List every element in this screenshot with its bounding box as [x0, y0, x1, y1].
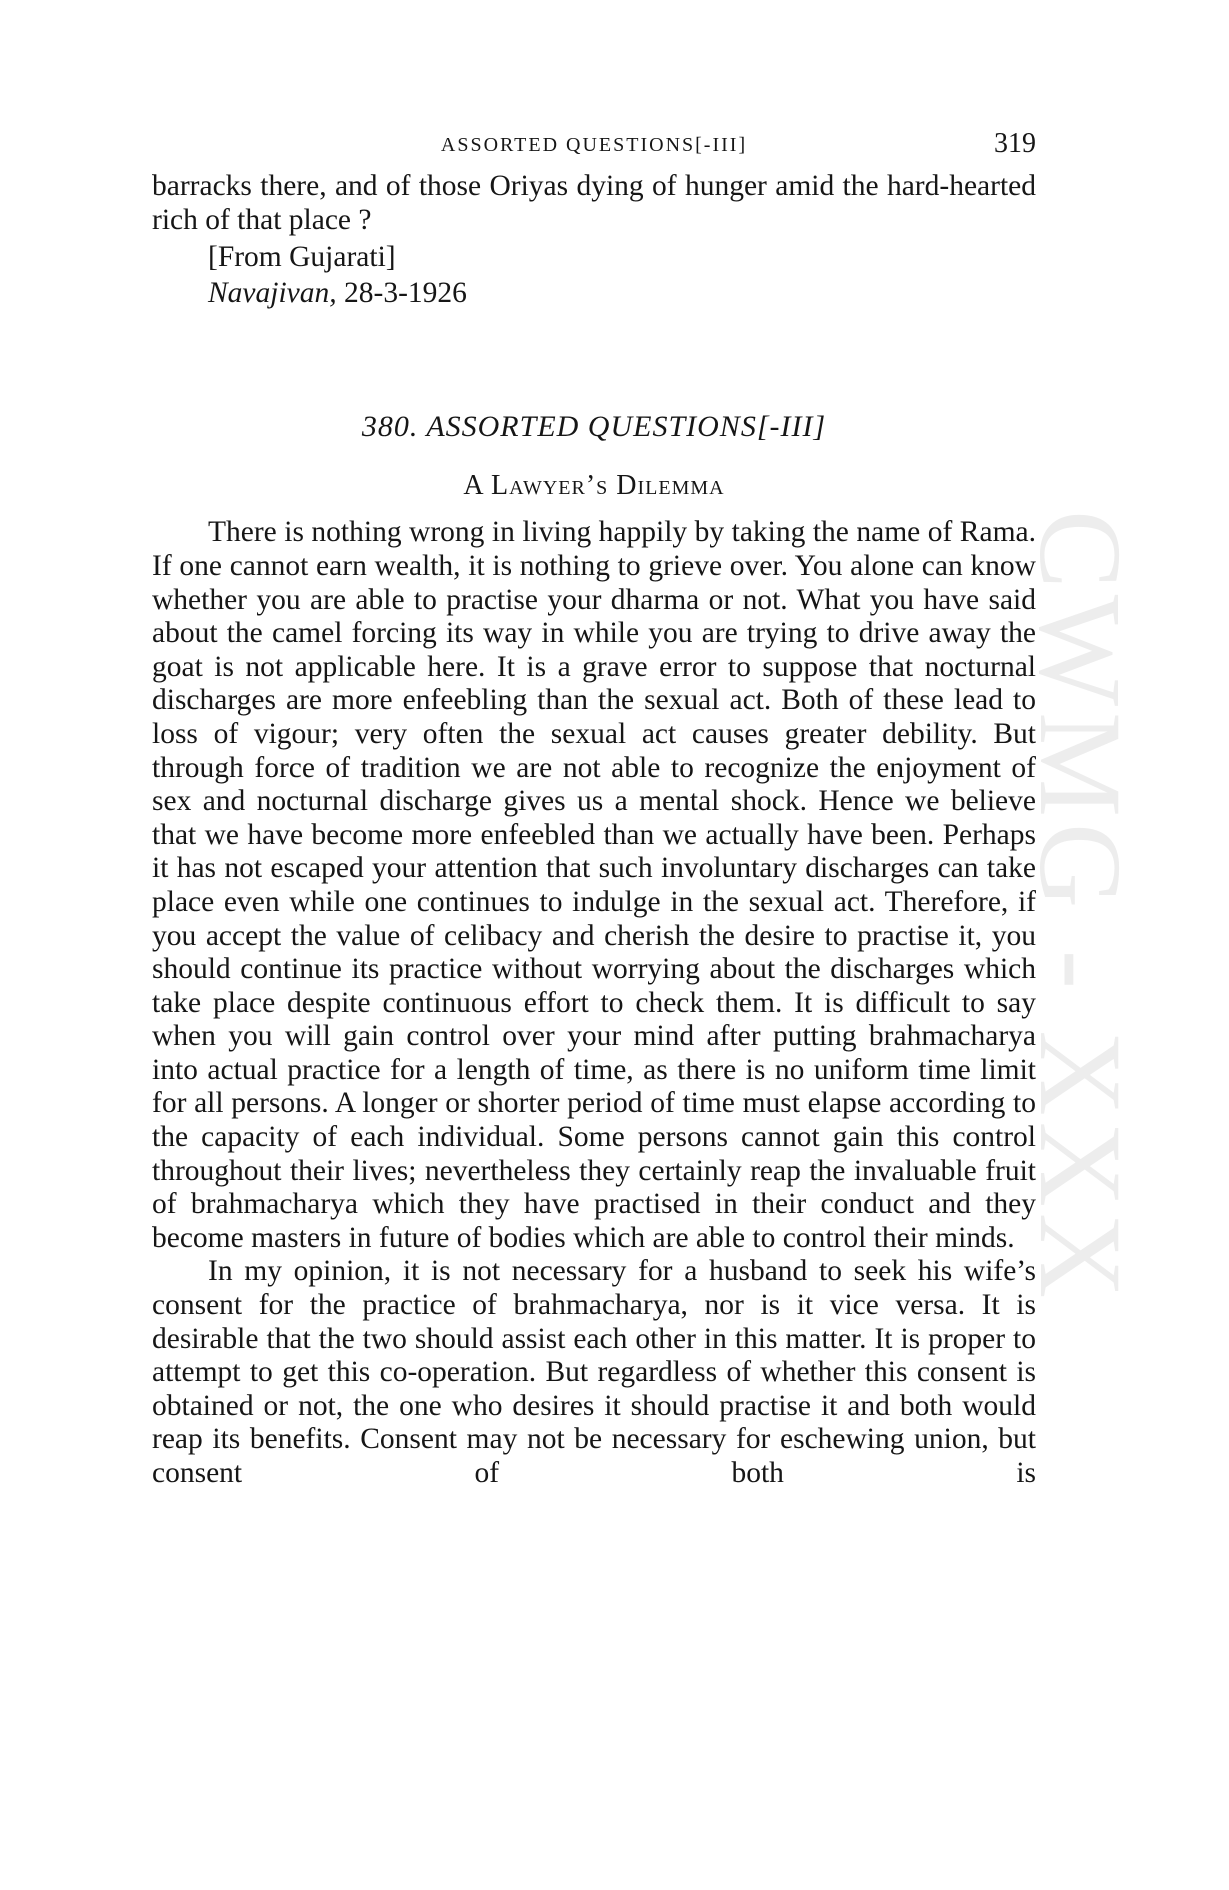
- page-header: [152, 120, 1036, 170]
- paragraph-2: In my opinion, it is not necessary for a husband to seek his wife’s consent for the practice of brahmacharya, nor is it vice versa. It is desirable that the two should assist each other in this matter. It is proper to attempt to get this co-operation. But regardless of whether this consent is obtained or not, the one who desires it should practise it and both would reap its benefits. Consent may not be necessary for eschewing union, but consent of both is: [152, 1255, 1036, 1489]
- watermark: CWMG - XXX: [1015, 510, 1146, 1305]
- page-number: 319: [994, 128, 1036, 159]
- running-head: ASSORTED QUESTIONS[-III]: [440, 134, 748, 156]
- source-date: 28-3-1926: [344, 276, 467, 309]
- carryover-paragraph: barracks there, and of those Oriyas dying of hunger amid the hard-hearted rich of that place ?: [152, 170, 1036, 236]
- article-body: [152, 516, 1036, 1490]
- article-title: 380. ASSORTED QUESTIONS[-III]: [361, 410, 827, 444]
- source-citation: [208, 277, 1036, 311]
- source-language-note: [From Gujarati]: [208, 241, 396, 274]
- paragraph-1: There is nothing wrong in living happily by taking the name of Rama. If one cannot earn wealth, it is nothing to grieve over. You alone can know whether you are able to practise your dharma or not. What you have said about the camel forcing its way in while you are trying to drive away the goat is not applicable here. It is a grave error to suppose that nocturnal discharges are more enfeebling than the sexual act. Both of these lead to loss of vigour; very often the sexual act causes greater debility. But through force of tradition we are not able to recognize the enjoyment of sex and nocturnal discharge gives us a mental shock. Hence we believe that we have become more enfeebled than we actually have been. Perhaps it has not escaped your attention that such involuntary discharges can take place even while one continues to indulge in the sexual act. Therefore, if you accept the value of celibacy and cherish the desire to practise it, you should continue its practice without worrying about the discharges which take place despite continuous effort to check them. It is difficult to say when you will gain control over your mind after putting brahmacharya into actual practice for a length of time, as there is no uniform time limit for all persons. A longer or shorter period of time must elapse according to the capacity of each individual. Some persons cannot gain this control throughout their lives; nevertheless they certainly reap the invaluable fruit of brahmacharya which they have practised in their conduct and they become masters in future of bodies which are able to control their minds.: [152, 516, 1036, 1254]
- article-subtitle: A Lawyer’s Dilemma: [463, 470, 725, 502]
- source-publication: Navajivan,: [208, 276, 337, 309]
- page: [152, 120, 1036, 1491]
